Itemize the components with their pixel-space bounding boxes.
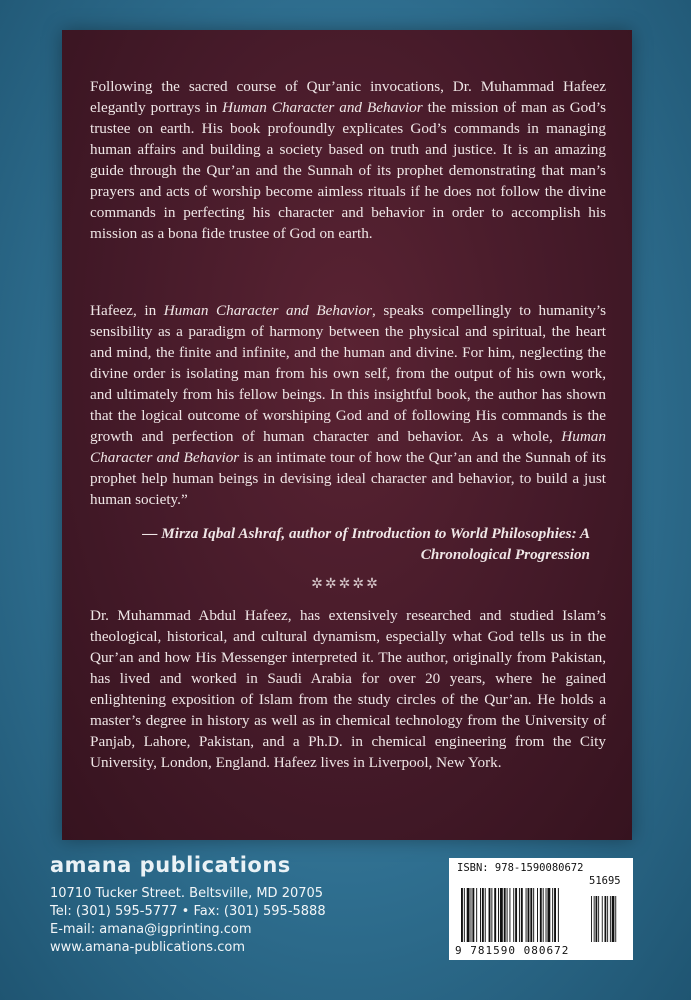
- blurb-text: , speaks compellingly to humanity’s sensibility as a paradigm of harmony between the physical and spiritual, the heart and mind, the finite and infinite, and the human and divine. For him, neglecting the divine order is isolating man from his own self, from the output of his own work, and ultimately from his fellow beings. In this insightful book, the author has shown that the logical outcome of worshiping God and of following His commands is the growth and perfection of human character and behavior. As a whole,: [90, 302, 606, 445]
- book-title-italic: Human Character and Behavior: [222, 99, 423, 116]
- publisher-phone: Tel: (301) 595-5777 • Fax: (301) 595-5888: [50, 904, 326, 919]
- publisher-address: 10710 Tucker Street. Beltsville, MD 20705: [50, 886, 324, 901]
- barcode-digits: 9 781590 080672: [455, 944, 570, 957]
- publisher-name: amana publications: [50, 853, 291, 877]
- blurb-paragraph-1: [90, 76, 606, 244]
- book-title-italic: Human Character and Behavior: [163, 302, 372, 319]
- publisher-email: E-mail: amana@igprinting.com: [50, 922, 252, 937]
- blurb-text: is an intimate tour of how the Qur’an and the Sunnah of its prophet help human beings in devising ideal character and behavior, to build a just human society.”: [90, 449, 606, 508]
- isbn-barcode: [449, 858, 633, 960]
- review-attribution: [90, 523, 590, 565]
- publisher-website: www.amana-publications.com: [50, 940, 245, 955]
- publisher-info: [50, 853, 326, 957]
- price-code: 51695: [589, 875, 621, 887]
- book-title-italic: Human Character and Behavior: [90, 428, 606, 466]
- barcode-bars: [457, 888, 625, 944]
- ornament-divider: ✲✲✲✲✲: [311, 576, 380, 592]
- blurb-text: Hafeez, in: [90, 302, 164, 319]
- isbn-label: ISBN: 978-1590080672: [457, 862, 584, 874]
- blurb-paragraph-2: [90, 300, 606, 510]
- attribution-line: — Mirza Iqbal Ashraf, author of Introduction to World Philosophies: A: [142, 525, 590, 542]
- blurb-text: Following the sacred course of Qur’anic invocations, Dr. Muhammad Hafeez elegantly portrays in: [90, 78, 606, 116]
- blurb-text: the mission of man as God’s trustee on earth. His book profoundly explicates God’s commands in managing human affairs and building a society based on truth and justice. It is an amazing guide through the Qur’an and the Sunnah of its prophet demonstrating that man’s prayers and acts of worship become aimless rituals if he does not follow the divine commands in perfecting his character and behavior in order to accomplish his mission as a bona fide trustee of God on earth.: [90, 99, 606, 242]
- author-bio-paragraph: Dr. Muhammad Abdul Hafeez, has extensively researched and studied Islam’s theological, historical, and cultural dynamism, especially what God tells us in the Qur’an and how His Messenger interpreted it. The author, originally from Pakistan, has lived and worked in Saudi Arabia for over 20 years, where he gained enlightening exposition of Islam from the study circles of the Qur’an. He holds a master’s degree in history as well as in chemical technology from the University of Panjab, Lahore, Pakistan, and a Ph.D. in chemical engineering from the City University, London, England. Hafeez lives in Liverpool, New York.: [90, 607, 606, 771]
- attribution-line: Chronological Progression: [420, 546, 590, 563]
